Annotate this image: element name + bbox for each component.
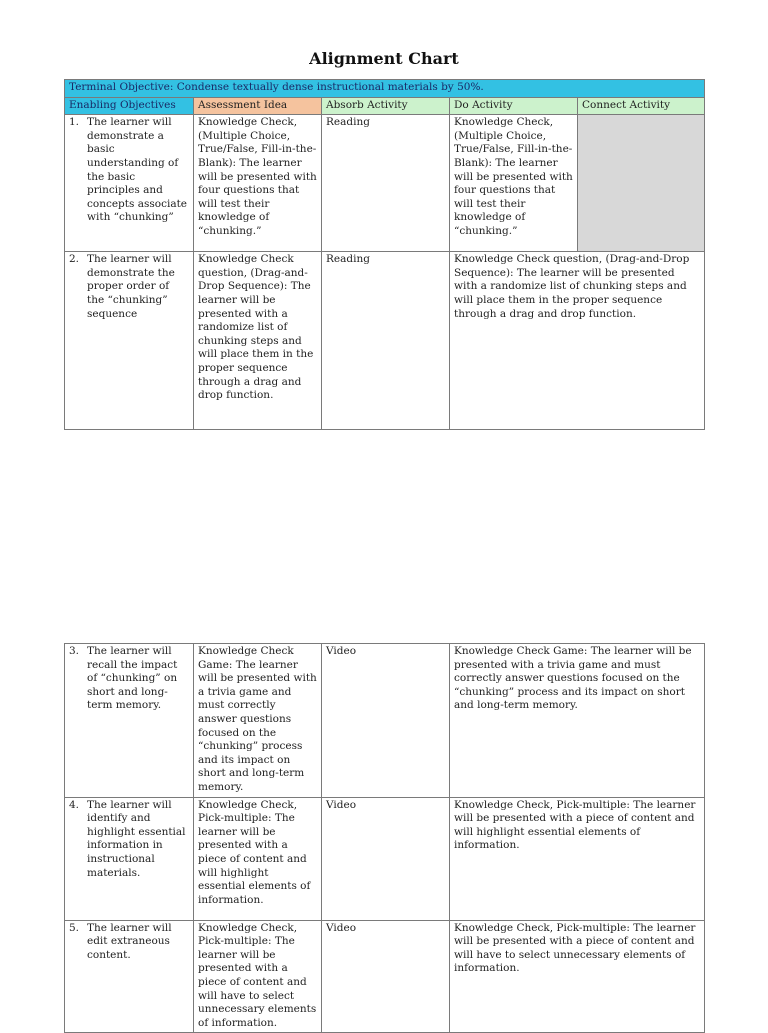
do-cell: Knowledge Check, (Multiple Choice, True/False, Fill-in-the-Blank): The learner will be presented with four questions that will test their knowledge of “chunking.”: [450, 115, 578, 252]
header-do-activity: Do Activity: [450, 97, 578, 115]
objective-cell: [65, 115, 194, 252]
objective-number: 5.: [69, 921, 80, 934]
objective-text: The learner will demonstrate the proper order of the “chunking” sequence: [87, 253, 175, 320]
assessment-cell: Knowledge Check question, (Drag-and-Drop Sequence): The learner will be presented with a randomize list of chunking steps and will place them in the proper sequence through a drag and drop function.: [194, 252, 322, 430]
assessment-cell: Knowledge Check, (Multiple Choice, True/False, Fill-in-the-Blank): The learner will be presented with four questions that will test their knowledge of “chunking.”: [194, 115, 322, 252]
page-title: Alignment Chart: [309, 49, 459, 68]
header-connect-activity: Connect Activity: [578, 97, 705, 115]
table-row: [65, 920, 705, 1033]
terminal-objective-row: [65, 80, 705, 98]
assessment-cell: Knowledge Check, Pick-multiple: The learner will be presented with a piece of content and will highlight essential elements of information.: [194, 797, 322, 920]
objective-number: 1.: [69, 116, 80, 129]
objective-text: The learner will recall the impact of “chunking” on short and long-term memory.: [87, 645, 178, 712]
objective-number: 3.: [69, 645, 80, 657]
objective-cell: [65, 797, 194, 920]
column-header-row: [65, 97, 705, 115]
assessment-cell: Knowledge Check, Pick-multiple: The learner will be presented with a piece of content and will have to select unnecessary elements of information.: [194, 920, 322, 1033]
objective-number: 2.: [69, 253, 80, 266]
objective-text: The learner will identify and highlight essential information in instructional materials.: [87, 798, 186, 879]
header-enabling-objectives: Enabling Objectives: [65, 97, 194, 115]
table-row: [65, 797, 705, 920]
objective-number: 4.: [69, 798, 80, 811]
assessment-cell: Knowledge Check Game: The learner will be presented with a trivia game and must correctly answer questions focused on the “chunking” process and its impact on short and long-term memory.: [194, 644, 322, 798]
objective-cell: [65, 644, 194, 798]
absorb-cell: Reading: [322, 252, 450, 430]
absorb-cell: Video: [322, 920, 450, 1033]
objective-cell: [65, 920, 194, 1033]
terminal-objective: Terminal Objective: Condense textually dense instructional materials by 50%.: [65, 80, 705, 98]
table-row: [65, 115, 705, 252]
do-cell: Knowledge Check, Pick-multiple: The learner will be presented with a piece of content and will highlight essential elements of information.: [450, 797, 705, 920]
header-assessment-idea: Assessment Idea: [194, 97, 322, 115]
header-absorb-activity: Absorb Activity: [322, 97, 450, 115]
do-cell: Knowledge Check question, (Drag-and-Drop Sequence): The learner will be presented with a randomize list of chunking steps and will place them in the proper sequence through a drag and drop function.: [450, 252, 705, 430]
objective-text: The learner will edit extraneous content.: [87, 921, 172, 961]
connect-cell: [578, 115, 705, 252]
absorb-cell: Reading: [322, 115, 450, 252]
alignment-chart-table: [64, 79, 705, 430]
objective-text: The learner will demonstrate a basic understanding of the basic principles and concepts associate with “chunking”: [87, 116, 188, 224]
objective-cell: [65, 252, 194, 430]
absorb-cell: Video: [322, 644, 450, 798]
table-row: [65, 644, 705, 798]
absorb-cell: Video: [322, 797, 450, 920]
alignment-chart-table-continued: [64, 643, 705, 1033]
do-cell: Knowledge Check Game: The learner will be presented with a trivia game and must correctly answer questions focused on the “chunking” process and its impact on short and long-term memory.: [450, 644, 705, 798]
table-row: [65, 252, 705, 430]
do-cell: Knowledge Check, Pick-multiple: The learner will be presented with a piece of content and will have to select unnecessary elements of information.: [450, 920, 705, 1033]
